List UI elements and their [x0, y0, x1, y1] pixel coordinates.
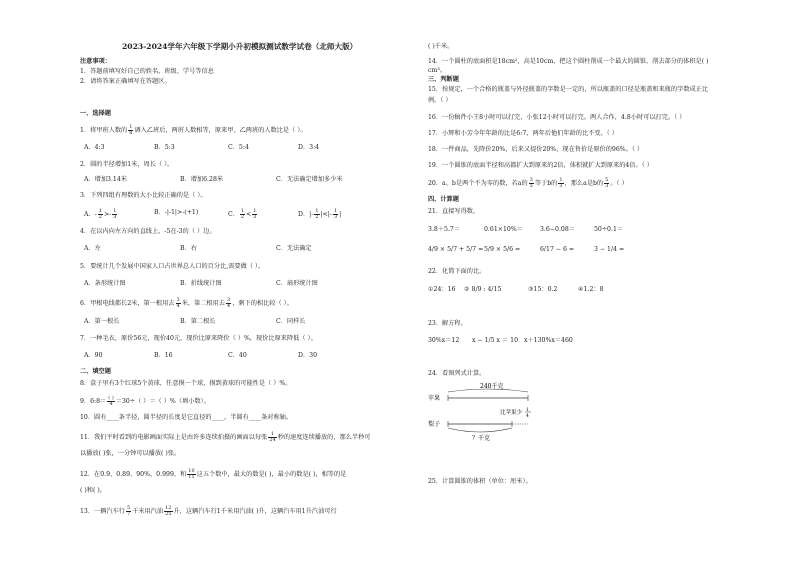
page-title: 2023-2024学年六年级下学期小升初模拟测试数学试卷（北师大版）	[122, 42, 358, 51]
ratio-item: ③15：0.2	[528, 286, 558, 293]
ratio-item: ①24：16	[428, 286, 456, 293]
section-choice-heading: 一、选择题	[80, 110, 111, 117]
option-a[interactable]: A．左	[84, 245, 101, 252]
option-c[interactable]: C．5:4	[228, 144, 249, 151]
question-2: 2．圆的半径增加1米，周长（ ）。	[80, 161, 174, 168]
unknown-label: ？千克	[472, 435, 491, 442]
calc-item: 0.61×10%＝	[484, 226, 523, 233]
ratio-item: ② 8/9 : 4/15	[464, 286, 502, 293]
question-19: 19．一个圆锥的底面半径和高都扩大到原来的2倍，体积就扩大到原来的4倍。（ ）	[428, 162, 653, 169]
svg-text:4: 4	[526, 414, 529, 419]
question-14: 14．一个圆柱的底面积是18cm²，高是10cm，把这个圆柱削成一个最大的圆锥，削去部分的体积是( )	[428, 58, 709, 65]
question-24: 24．看图列式计算。	[428, 370, 486, 377]
diagram-total-label: 240千克	[480, 383, 504, 390]
option-b[interactable]: B．增加6.28米	[180, 176, 224, 183]
apple-label: 苹果	[428, 395, 441, 402]
section-judge-heading: 三、判断题	[428, 76, 459, 83]
calc-item: 50÷0.1＝	[594, 226, 624, 233]
option-a[interactable]: A．- $\frac{1}{2}$ >- $\frac{1}{3}$	[84, 208, 117, 220]
question-1: 1．将甲班人数的 $\frac{1}{8}$ 调入乙班后，两班人数相等，原来甲、乙两班的人数比是（ ）。	[80, 124, 307, 136]
question-9: 9．6:8＝ $\frac{( )}{4}$ ＝30÷（ ）＝（ ）%（填小数）。	[80, 395, 210, 407]
question-15-cont: 例。（ ）	[428, 97, 452, 104]
option-a[interactable]: A．增加3.14米	[84, 176, 127, 183]
option-c[interactable]: C． $\frac{1}{2}$ < $\frac{1}{3}$	[228, 208, 257, 220]
question-11-cont: 以播放( )张，一分钟可以播放( )张。	[80, 450, 181, 457]
equation-item: x − 1/5 x ＝ 10	[472, 337, 519, 344]
question-6: 6．甲根电线都长2米，第一根用去 $\frac{3}{4}$ 米，第二根用去 $\frac{3}{4}$ ，剩下的相比较（ ）。	[80, 297, 293, 309]
question-4: 4．在以内向左方向的直线上，-5在-3的（ ）边。	[80, 228, 216, 235]
notice-2: 2．请将答案正确填写在答题区。	[80, 78, 171, 85]
option-b[interactable]: B．5:3	[154, 144, 175, 151]
equation-item: 30%x＝12	[428, 337, 460, 344]
question-14-cont: cm³。	[428, 67, 447, 74]
option-c[interactable]: C．无法确定增加多少米	[276, 176, 343, 183]
question-7: 7．一种毛衣，原价56元，现价40元，现价比原来降价（ ）%，现价比原来降低（ ）。	[80, 335, 317, 342]
notice-heading: 注意事项：	[80, 58, 111, 65]
option-a[interactable]: A．4:3	[84, 144, 105, 151]
question-23: 23．解方程。	[428, 320, 467, 327]
question-12: 12．在0.9、0.89、90%、0.999、和 $\frac{10}{11}$ 这五个数中，最大的数是( )，最小的数是( )，相等的是	[80, 468, 347, 480]
option-a[interactable]: A．90	[84, 352, 103, 359]
question-10: 10．圆有____条半径，圆半径的长度是它直径的____，半圆有____条对称轴。	[80, 414, 293, 421]
question-13-cont: ( )千米。	[428, 43, 454, 50]
calc-item: 3.8＋5.7＝	[428, 226, 461, 233]
equation-item: x＋130%x＝460	[524, 337, 573, 344]
option-d[interactable]: D．3:4	[298, 144, 320, 151]
notice-1: 1．答题前填写好自己的姓名、班级、学号等信息	[80, 68, 214, 75]
option-b[interactable]: B．16	[154, 352, 173, 359]
option-c[interactable]: C．40	[228, 352, 247, 359]
question-18: 18．一件商品，先降价20%，后来又提价20%，现在售价是原价的96%。（ ）	[428, 146, 644, 153]
question-11: 11．我们平时看到的电影画面实际上是由许多连续拍摄的画面以每张 $\frac{1}{24}$ 秒的速度连续播放的，那么半秒可	[80, 431, 371, 443]
ratio-item: ④1.2：8	[578, 286, 604, 293]
option-b[interactable]: B．-|-1|>-(+1)	[154, 209, 199, 216]
calc-item: 3 − 1/4 =	[594, 246, 625, 253]
question-13: 13．一辆汽车行 $\frac{5}{7}$ 千米用汽油 $\frac{12}{25}$ 升，这辆汽车行1千米用汽油( )升，这辆汽车用1升汽油可行	[80, 505, 337, 517]
question-16: 16．一份稿件小王8小时可以打完，小张12小时可以打完。两人合作，4.8小时可以打完。（ ）	[428, 114, 686, 121]
pear-label: 梨子	[428, 421, 441, 428]
question-15: 15．按规定，一个合格的瓶盖与外径瓶盖的字数是一定的，所以瓶盖的口径是瓶盖和来瓶的字数成正比	[428, 86, 709, 93]
calc-item: 3.6−0.08＝	[540, 226, 575, 233]
calc-item: 6/17 − 6 =	[540, 246, 575, 253]
question-21: 21．直接写得数。	[428, 208, 480, 215]
less-label: 比苹果少	[500, 410, 523, 416]
option-c[interactable]: C．扇形统计图	[276, 280, 318, 287]
fraction: $\frac{1}{8}$	[129, 124, 133, 136]
question-22: 22．化简下面的比。	[428, 268, 486, 275]
calc-item: 5/9 × 5/6 =	[484, 246, 521, 253]
question-8: 8．盒子里有3个红球5个黄球，任意摸一个球，摸到黄球的可能性是（ ）%。	[80, 380, 292, 387]
option-a[interactable]: A．第一根长	[84, 318, 120, 325]
question-20: 20．a、b是两个不为零的数，若a的 $\frac{3}{5}$ 等于b的 $\frac{1}{3}$ ，那么a是b的 $\frac{5}{3}$ 。（ ）	[428, 177, 628, 189]
option-d[interactable]: D．30	[298, 352, 318, 359]
question-25: 25．计算圆锥的体积（单位：厘米）。	[428, 478, 532, 485]
option-d[interactable]: D．|- $\frac{1}{2}$ |<|- $\frac{1}{3}$ |	[298, 208, 342, 220]
option-b[interactable]: B．第二根长	[180, 318, 216, 325]
option-c[interactable]: C．同样长	[276, 318, 306, 325]
question-17: 17．小辉和小芳今年年龄的比是6:7，两年后他们年龄的比不变。（ ）	[428, 130, 618, 137]
option-b[interactable]: B．折线统计图	[180, 280, 222, 287]
question-12-cont: ( )和( )。	[80, 487, 106, 494]
option-a[interactable]: A．条形统计图	[84, 280, 126, 287]
calc-item: 4/9 × 5/7 + 5/7 =	[428, 246, 484, 253]
section-calc-heading: 四、计算题	[428, 196, 459, 203]
question-3: 3．下列四组有理数的大小比较正确的是（ ）。	[80, 192, 207, 199]
brace-bottom	[448, 428, 512, 432]
question-5: 5．要统计几个发展中国家人口占世界总人口的百分比,需要做（ ）。	[80, 263, 265, 270]
svg-text:1: 1	[526, 408, 529, 413]
option-c[interactable]: C．无法确定	[276, 245, 312, 252]
segment-diagram	[428, 380, 568, 442]
option-b[interactable]: B．右	[180, 245, 197, 252]
section-fill-heading: 二、填空题	[80, 368, 111, 375]
